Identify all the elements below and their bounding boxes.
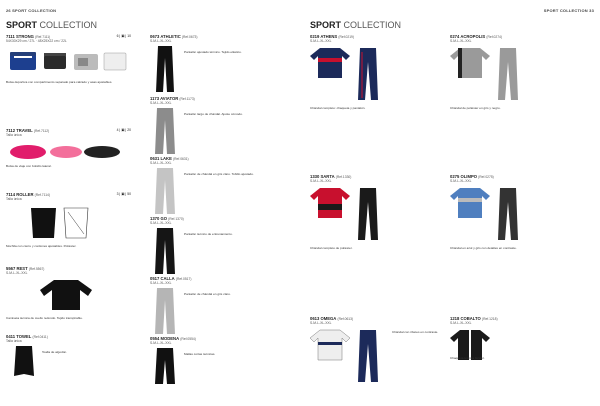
product-0219: 0219 ATHENS (Ref.0219) S-M-L-XL-XXL Chándal completo: chaqueta y pantalón. (310, 34, 440, 43)
tracksuit-white-navy (310, 328, 390, 384)
product-0673: 0673 ATHLETIC (Ref.0673) S-M-L-XL-XXL Pantalón ajustado térmico. Tejido elástico. (150, 34, 290, 43)
tracksuit-grey-black (450, 46, 530, 102)
page-header-left: 26 SPORT COLLECTION (6, 8, 57, 13)
product-7111: 7111 STRONG (Ref.7111) 54X30X29 cm / 27L · 48X25X22 cm / 22L 6 | ▣ | 10 Bolsa deportiva con compartimento separado para calzado y asas ajustables. (6, 34, 131, 84)
thermal-shirt-illustration (36, 278, 96, 312)
product-0613: 0613 OMEGA (Ref.0613) S-M-L-XL-XXL Chándal con ribetes en contraste. (310, 316, 440, 325)
product-1173: 1173 AVIATOR (Ref.1173) S-M-L-XL-XXL Pantalón largo de chándal. Ajuste cómodo. (150, 96, 290, 105)
backpack-illustration (26, 204, 96, 240)
product-0631: 0631 LAKE (Ref.0631) S-M-L-XL-XXL Pantalón de chándal en gris claro. Tobillo ajustado. (150, 156, 290, 165)
product-1330: 1330 SARTA (Ref.1330) S-M-L-XL-XXL Chándal completo de poliéster. (310, 174, 440, 183)
tracksuit-red-black (310, 186, 390, 242)
product-1370: 1370 GO (Ref.1370) S-M-L-XL-XXL Pantalón técnico de entrenamiento. (150, 216, 290, 225)
product-7112: 7112 TRAVEL (Ref.7112) Talla única 4 | ▣ | 20 Bolsa de viaje con bolsillo lateral. (6, 128, 131, 168)
product-0411: 0411 TOWEL (Ref.0411) Talla única Toalla de algodón. (6, 334, 131, 343)
page-header-right: SPORT COLLECTION 33 (543, 8, 594, 13)
product-7114: 7114 ROLLER (Ref.7114) Talla única 3 | ▣ | 50 Mochila con cierre y cordones ajustables. Poliéster. (6, 192, 131, 248)
tracksuit-navy-red (310, 46, 390, 102)
towel-illustration (10, 344, 40, 378)
product-5567: 5567 REST (Ref.5567) S-M-L-XL-XXL Camiseta técnica de cuello redondo. Tejido transpirable. (6, 266, 131, 275)
tracksuit-blue-grey (450, 186, 530, 242)
section-title-right: SPORT COLLECTION (310, 20, 402, 30)
product-0275: 0275 OLIMPO (Ref.0275) S-M-L-XL-XXL Chándal en azul y gris con detalles en contraste. (450, 174, 590, 183)
pack-info: 6 | ▣ | 10 (116, 34, 131, 38)
travel-bags-illustration (6, 140, 131, 162)
bags-illustration (6, 46, 131, 76)
product-1218: 1218 COBALTO (Ref.1218) S-M-L-XL-XXL Chaqueta técnica bicolor. (450, 316, 590, 325)
section-title: SPORT COLLECTION (6, 20, 98, 30)
product-0517: 0517 CALLA (Ref.0517) S-M-L-XL-XXL Pantalón de chándal en gris claro. (150, 276, 290, 285)
product-0274: 0274 ACROPOLIS (Ref.0274) S-M-L-XL-XXL Chándal de poliéster en gris y negro. (450, 34, 590, 43)
product-0554: 0554 MODENA (Ref.0554) S-M-L-XL-XXL Mallas cortas técnicas. (150, 336, 290, 345)
right-page (300, 0, 600, 406)
